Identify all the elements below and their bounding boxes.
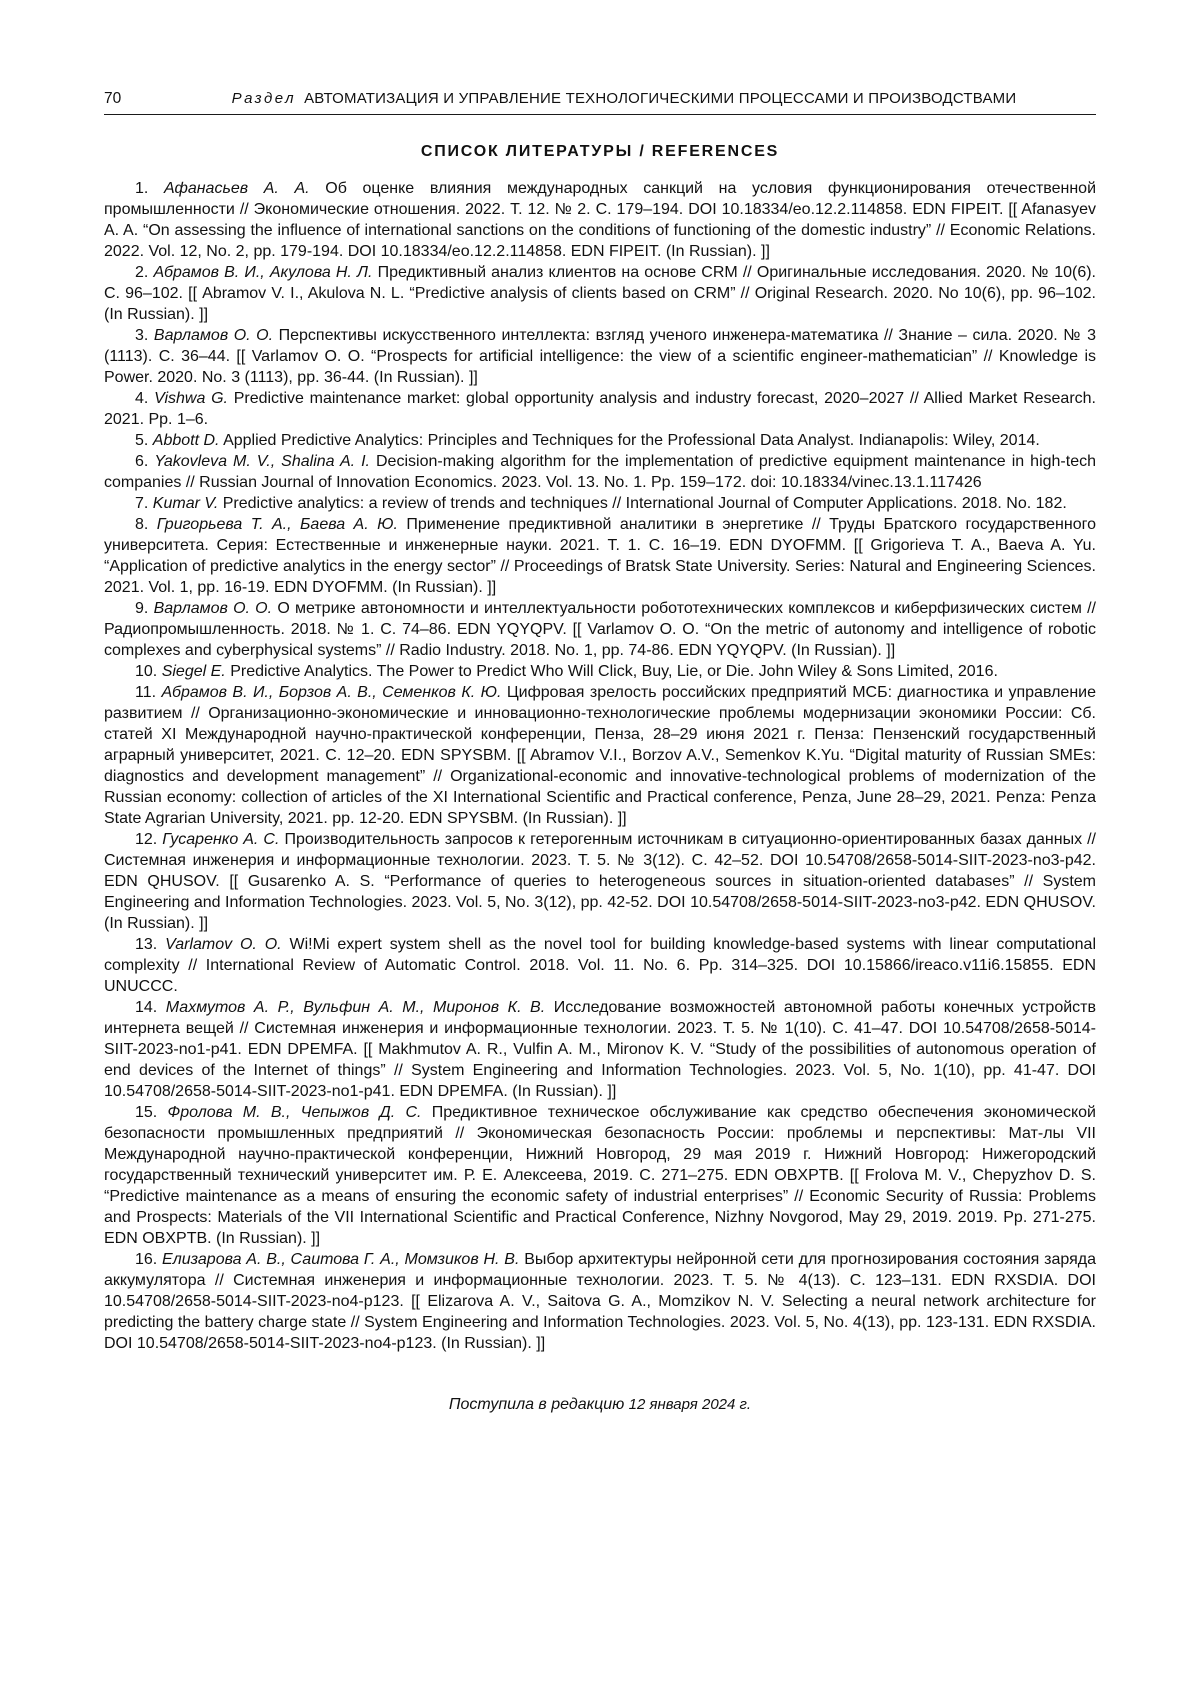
reference-number: 1. xyxy=(135,180,149,197)
reference-authors: Siegel E. xyxy=(161,663,226,680)
section-label: Раздел xyxy=(231,90,297,107)
reference-number: 12. xyxy=(135,831,158,848)
reference-item xyxy=(104,997,1096,1102)
reference-authors: Афанасьев А. А. xyxy=(163,180,310,197)
page-header xyxy=(104,88,1096,115)
reference-item xyxy=(104,493,1096,514)
reference-item xyxy=(104,178,1096,262)
reference-number: 5. xyxy=(135,432,149,449)
reference-item xyxy=(104,262,1096,325)
reference-text: Wi!Mi expert system shell as the novel tool for building knowledge-based systems with linear computational complexity // International Review of Automatic Control. 2018. Vol. 11. No. 6. Pp. 314–325. DOI 10.15866/ireaco.v11i6.15855. EDN UNUCCC. xyxy=(104,936,1097,995)
reference-text: Перспективы искусственного интеллекта: взгляд ученого инженера-математика // Знание – сила. 2020. № 3 (1113). С. 36–44. [[ Varlamov O. O. “Prospects for artificial intelligence: the view of a scientific engineer-mathematician” // Knowledge is Power. 2020. No. 3 (1113), pp. 36-44. (In Russian). ]] xyxy=(104,327,1096,386)
reference-text: Decision-making algorithm for the implementation of predictive equipment maintenance in high-tech companies // Russian Journal of Innovation Economics. 2023. Vol. 13. No. 1. Pp. 159–172. doi: 10.18334/vinec.13.1.117426 xyxy=(104,453,1097,491)
reference-authors: Фролова М. В., Чепыжов Д. С. xyxy=(167,1104,422,1121)
reference-text: Predictive analytics: a review of trends and techniques // International Journal of Computer Applications. 2018. No. 182. xyxy=(222,495,1067,512)
reference-item xyxy=(104,388,1096,430)
reference-text: Predictive maintenance market: global opportunity analysis and industry forecast, 2020–2027 // Allied Market Research. 2021. Pp. 1–6. xyxy=(104,390,1097,428)
reference-authors: Varlamov O. O. xyxy=(165,936,282,953)
reference-text: Предиктивный анализ клиентов на основе CRM // Оригинальные исследования. 2020. № 10(6). С. 96–102. [[ Abramov V. I., Akulova N. L. “Predictive analysis of clients based on CRM” // Original Research. 2020. No 10(6), pp. 96–102. (In Russian). ]] xyxy=(104,264,1096,323)
reference-item xyxy=(104,829,1096,934)
reference-authors: Махмутов А. Р., Вульфин А. М., Миронов К. В. xyxy=(165,999,546,1016)
reference-authors: Yakovleva M. V., Shalina A. I. xyxy=(154,453,370,470)
reference-authors: Абрамов В. И., Акулова Н. Л. xyxy=(153,264,373,281)
reference-text: Выбор архитектуры нейронной сети для прогнозирования состояния заряда аккумулятора // Системная инженерия и информационные технологии. 2023. Т. 5. № 4(13). С. 123–131. EDN RXSDIA. DOI 10.54708/2658-5014-SIIT-2023-no4-p123. [[ Elizarova A. V., Saitova G. A., Momzikov N. V. Selecting a neural network architecture for predicting the battery charge state // System Engineering and Information Technologies. 2023. Vol. 5, No. 4(13), pp. 123-131. EDN RXSDIA. DOI 10.54708/2658-5014-SIIT-2023-no4-p123. (In Russian). ]] xyxy=(104,1251,1096,1352)
reference-item xyxy=(104,682,1096,829)
reference-item xyxy=(104,430,1096,451)
reference-text: Предиктивное техническое обслуживание как средство обеспечения экономической безопасности промышленных предприятий // Экономическая безопасность России: проблемы и перспективы: Мат-лы VII Международной научно-практической конференции, Нижний Новгород, 29 мая 2019 г. Нижний Новгород: Нижегородский государственный технический университет им. Р. Е. Алексеева, 2019. С. 271–275. EDN OBXPTB. [[ Frolova M. V., Chepyzhov D. S. “Predictive maintenance as a means of ensuring the economic safety of industrial enterprises” // Economic Security of Russia: Problems and Prospects: Materials of the VII International Scientific and Practical Conference, Nizhny Novgorod, May 29, 2019. 2019. Pp. 271-275. EDN OBXPTB. (In Russian). ]] xyxy=(104,1104,1096,1247)
reference-text: Applied Predictive Analytics: Principles and Techniques for the Professional Data Analyst. Indianapolis: Wiley, 2014. xyxy=(223,432,1040,449)
section-title: АВТОМАТИЗАЦИЯ И УПРАВЛЕНИЕ ТЕХНОЛОГИЧЕСКИМИ ПРОЦЕССАМИ И ПРОИЗВОДСТВАМИ xyxy=(304,90,1017,107)
reference-item xyxy=(104,1102,1096,1249)
reference-authors: Варламов О. О. xyxy=(153,600,273,617)
reference-text: О метрике автономности и интеллектуальности робототехнических комплексов и киберфизических систем // Радиопромышленность. 2018. № 1. С. 74–86. EDN YQYQPV. [[ Varlamov O. O. “On the metric of autonomy and intelligence of robotic complexes and cyberphysical systems” // Radio Industry. 2018. No. 1, pp. 74-86. EDN YQYQPV. (In Russian). ]] xyxy=(104,600,1096,659)
running-title xyxy=(152,88,1096,109)
reference-number: 3. xyxy=(135,327,149,344)
reference-number: 4. xyxy=(135,390,149,407)
reference-authors: Елизарова А. В., Саитова Г. А., Момзиков Н. В. xyxy=(162,1251,520,1268)
references-list xyxy=(104,178,1096,1354)
reference-authors: Abbott D. xyxy=(152,432,220,449)
reference-number: 8. xyxy=(135,516,149,533)
reference-text: Predictive Analytics. The Power to Predict Who Will Click, Buy, Lie, or Die. John Wiley & Sons Limited, 2016. xyxy=(230,663,998,680)
reference-item xyxy=(104,934,1096,997)
received-note xyxy=(104,1394,1096,1415)
reference-number: 13. xyxy=(135,936,158,953)
reference-number: 10. xyxy=(135,663,158,680)
reference-authors: Абрамов В. И., Борзов А. В., Семенков К. Ю. xyxy=(161,684,502,701)
reference-item xyxy=(104,451,1096,493)
reference-number: 16. xyxy=(135,1251,158,1268)
reference-number: 7. xyxy=(135,495,149,512)
reference-text: Цифровая зрелость российских предприятий МСБ: диагностика и управление развитием // Организационно-экономические и инновационно-технологические проблемы модернизации экономики России: Сб. статей XI Международной научно-практической конференции, Пенза, 28–29 июня 2021 г. Пенза: Пензенский государственный аграрный университет, 2021. С. 12–20. EDN SPYSBM. [[ Abramov V.I., Borzov A.V., Semenkov K.Yu. “Digital maturity of Russian SMEs: diagnostics and development management” // Organizational-economic and innovative-technological problems of modernization of the Russian economy: collection of articles of the XI International Scientific and Practical conference, Penza, June 28–29, 2021. Penza: Penza State Agrarian University, 2021. pp. 12-20. EDN SPYSBM. (In Russian). ]] xyxy=(104,684,1096,827)
reference-text: Применение предиктивной аналитики в энергетике // Труды Братского государственного университета. Серия: Естественные и инженерные науки. 2021. Т. 1. С. 16–19. EDN DYOFMM. [[ Grigorieva T. A., Baeva A. Yu. “Application of predictive analytics in the energy sector” // Proceedings of Bratsk State University. Series: Natural and Engineering Sciences. 2021. Vol. 1, pp. 16-19. EDN DYOFMM. (In Russian). ]] xyxy=(104,516,1096,596)
reference-number: 9. xyxy=(135,600,149,617)
received-label: Поступила в редакцию xyxy=(448,1396,625,1413)
reference-number: 6. xyxy=(135,453,149,470)
reference-item xyxy=(104,1249,1096,1354)
reference-item xyxy=(104,514,1096,598)
reference-item xyxy=(104,661,1096,682)
reference-number: 11. xyxy=(135,684,157,701)
reference-authors: Гусаренко А. С. xyxy=(162,831,280,848)
received-date: 12 января 2024 г. xyxy=(628,1396,752,1413)
references-heading: СПИСОК ЛИТЕРАТУРЫ / REFERENCES xyxy=(420,143,780,160)
reference-number: 14. xyxy=(135,999,158,1016)
reference-text: Исследование возможностей автономной работы конечных устройств интернета вещей // Системная инженерия и информационные технологии. 2023. Т. 5. № 1(10). С. 41–47. DOI 10.54708/2658-5014-SIIT-2023-no1-p41. EDN DPEMFA. [[ Makhmutov A. R., Vulfin A. M., Mironov K. V. “Study of the possibilities of autonomous operation of end devices of the Internet of things” // System Engineering and Information Technologies. 2023. Vol. 5, No. 1(10), pp. 41-47. DOI 10.54708/2658-5014-SIIT-2023-no1-p41. EDN DPEMFA. (In Russian). ]] xyxy=(104,999,1096,1100)
reference-item xyxy=(104,325,1096,388)
reference-number: 2. xyxy=(135,264,149,281)
reference-number: 15. xyxy=(135,1104,158,1121)
reference-authors: Kumar V. xyxy=(152,495,219,512)
reference-text: Производительность запросов к гетерогенным источникам в ситуационно-ориентированных базах данных // Системная инженерия и информационные технологии. 2023. Т. 5. № 3(12). С. 42–52. DOI 10.54708/2658-5014-SIIT-2023-no3-p42. EDN QHUSOV. [[ Gusarenko A. S. “Performance of queries to heterogeneous sources in situation-oriented databases” // System Engineering and Information Technologies. 2023. Vol. 5, No. 3(12), pp. 42-52. DOI 10.54708/2658-5014-SIIT-2023-no3-p42. EDN QHUSOV. (In Russian). ]] xyxy=(104,831,1096,932)
reference-authors: Vishwa G. xyxy=(154,390,228,407)
reference-text: Об оценке влияния международных санкций на условия функционирования отечественной промышленности // Экономические отношения. 2022. Т. 12. № 2. С. 179–194. DOI 10.18334/eo.12.2.114858. EDN FIPEIT. [[ Afanasyev A. A. “On assessing the influence of international sanctions on the conditions of functioning of the domestic industry” // Economic Relations. 2022. Vol. 12, No. 2, pp. 179-194. DOI 10.18334/eo.12.2.114858. EDN FIPEIT. (In Russian). ]] xyxy=(104,180,1097,260)
page-number: 70 xyxy=(104,90,122,107)
reference-authors: Григорьева Т. А., Баева А. Ю. xyxy=(156,516,398,533)
reference-authors: Варламов О. О. xyxy=(153,327,274,344)
reference-item xyxy=(104,598,1096,661)
